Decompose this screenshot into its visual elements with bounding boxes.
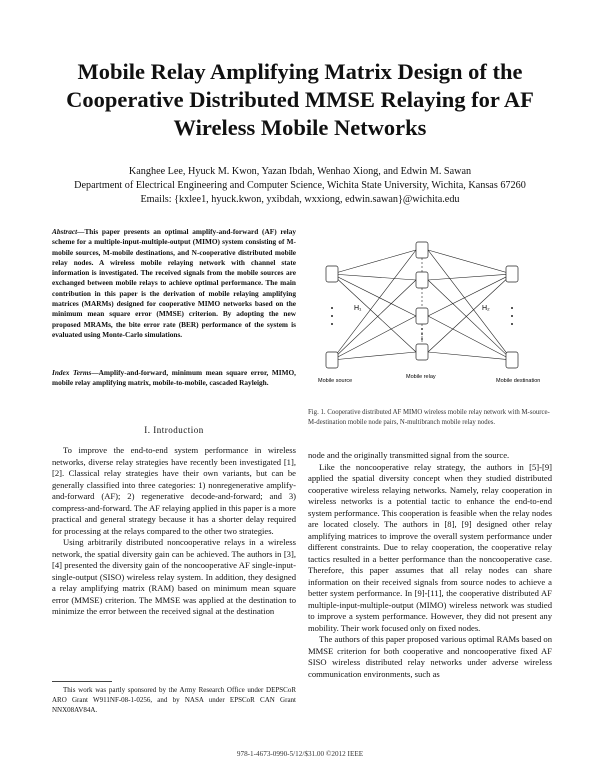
mobile-relay-icon: [416, 344, 428, 360]
paragraph: The authors of this paper proposed various optimal RAMs based on MMSE criterion for both cooperative and noncooperative fixed AF SISO wireless distributed relay networks under adverse wireless communication environments, such as: [308, 634, 552, 679]
intro-right-column: [308, 450, 552, 680]
mobile-destination-icon: [506, 266, 518, 282]
emails: Emails: {kxlee1, hyuck.kwon, yxibdah, wxxiong, edwin.sawan}@wichita.edu: [140, 194, 460, 205]
affiliation: Department of Electrical Engineering and Computer Science, Wichita State University, Wichita, Kansas 67260: [74, 180, 526, 191]
abstract-text: —This paper presents an optimal amplify-and-forward (AF) relay scheme for a multiple-input-multiple-output (MIMO) system consisting of M-mobile sources, M-mobile destinations, and N-cooperative distributed mobile relay nodes. A wireless mobile relaying network with channel state information is investigated. The received signals from the mobile sources are exchanged between mobile relays to achieve optimal performance. The main contribution in this paper is the derivation of mobile relaying amplifying matrices (MARMs) designed for cooperative MIMO networks based on the minimum mean square error (MMSE) criterion. By adopting the new proposed MRAMs, the bite error rate (BER) performance of the system is evaluated using Monte-Carlo simulations.: [52, 227, 296, 339]
mobile-relay-icon: [416, 272, 428, 288]
index-terms: [52, 368, 296, 389]
mobile-relay-label: Mobile relay: [406, 374, 436, 380]
figure-caption: Fig. 1. Cooperative distributed AF MIMO wireless mobile relay network with M-source-M-destination mobile node pairs, N-multibranch mobile relay nodes.: [308, 409, 550, 426]
paragraph: node and the originally transmitted signal from the source.: [308, 450, 510, 460]
section-heading: I. Introduction: [144, 425, 204, 435]
mobile-source-label: Mobile source: [318, 378, 353, 384]
paragraph: Using arbitrarily distributed noncooperative relays in a wireless network, the spatial diversity gain can be achieved. The authors in [3], [4] presented the diversity gain of the noncooperative AF single-input-single-output (SISO) wireless relay system. In addition, they designed a relay amplifying matrix (RAM) based on minimum mean square error (MMSE) criterion. The MMSE was applied at the destination to minimize the error between the received signal at the destination: [52, 537, 296, 616]
mobile-source-icon: [326, 352, 338, 368]
h1-label: H₁: [354, 305, 362, 312]
h2-label: H₂: [482, 305, 490, 312]
mobile-destination-label: Mobile destination: [496, 378, 541, 384]
paper-title: Mobile Relay Amplifying Matrix Design of the Cooperative Distributed MMSE Relaying for AF Wireless Mobile Networks: [66, 59, 534, 140]
index-terms-lead: Index Terms: [52, 368, 92, 377]
footnote: This work was partly sponsored by the Army Research Office under DEPSCoR ARO Grant W911NF-08-1-0256, and by NASA under EPSCoR CAN Grant NNX08AV84A.: [52, 686, 296, 714]
paragraph: Like the noncooperative relay strategy, the authors in [5]-[9] applied the spatial diversity concept when they studied distributed cooperative wireless relaying networks. Namely, relay cooperation in wireless networks is a potential tactic to enhance the end-to-end system performance. This cooperation is feasible when the relay nodes are located closely. The authors in [8], [9] designed other relay amplifying matrices to improve the overall system performance under different constraints. Due to relay cooperation, the cooperative relay tactics resulted in a better performance than the noncooperative case. Therefore, this paper assumes that all relay nodes can share information on their received signals from source nodes to achieve a better system performance. In [9]-[11], the cooperative distributed AF multiple-input-multiple-output (MIMO) wireless network was studied to improve a system performance. However, they did not present any mobility. Their work focused only on fixed nodes.: [308, 461, 552, 633]
figure-network-diagram: [308, 232, 552, 402]
abstract: [52, 227, 296, 340]
authors: Kanghee Lee, Hyuck M. Kwon, Yazan Ibdah, Wenhao Xiong, and Edwin M. Sawan: [128, 166, 472, 177]
footnote-rule: [52, 681, 112, 682]
copyright-line: 978-1-4673-0990-5/12/$31.00 ©2012 IEEE: [236, 750, 364, 758]
mobile-relay-icon: [416, 308, 428, 324]
mobile-source-icon: [326, 266, 338, 282]
abstract-lead: Abstract: [52, 227, 78, 236]
author-block: [30, 165, 570, 207]
paragraph: To improve the end-to-end system performance in wireless networks, diverse relay strategies have recently been investigated [1], [2]. Classical relay strategies have their own variants, but can be generally classified into three categories: 1) nonregenerative amplify-and-forward (AF); 2) regenerative decode-and-forward; and 3) compress-and-forward. The AF relaying applied in this paper is a more practical and general strategy because it has a shorter delay required for processing at the relays compared to the other two strategies.: [52, 445, 296, 536]
mobile-destination-icon: [506, 352, 518, 368]
index-terms-text: —Amplify-and-forward, minimum mean square error, MIMO, mobile relay amplifying matrix, mobile-to-mobile, cascaded Rayleigh.: [52, 368, 296, 388]
mobile-relay-icon: [416, 242, 428, 258]
intro-left-column: [52, 445, 296, 618]
